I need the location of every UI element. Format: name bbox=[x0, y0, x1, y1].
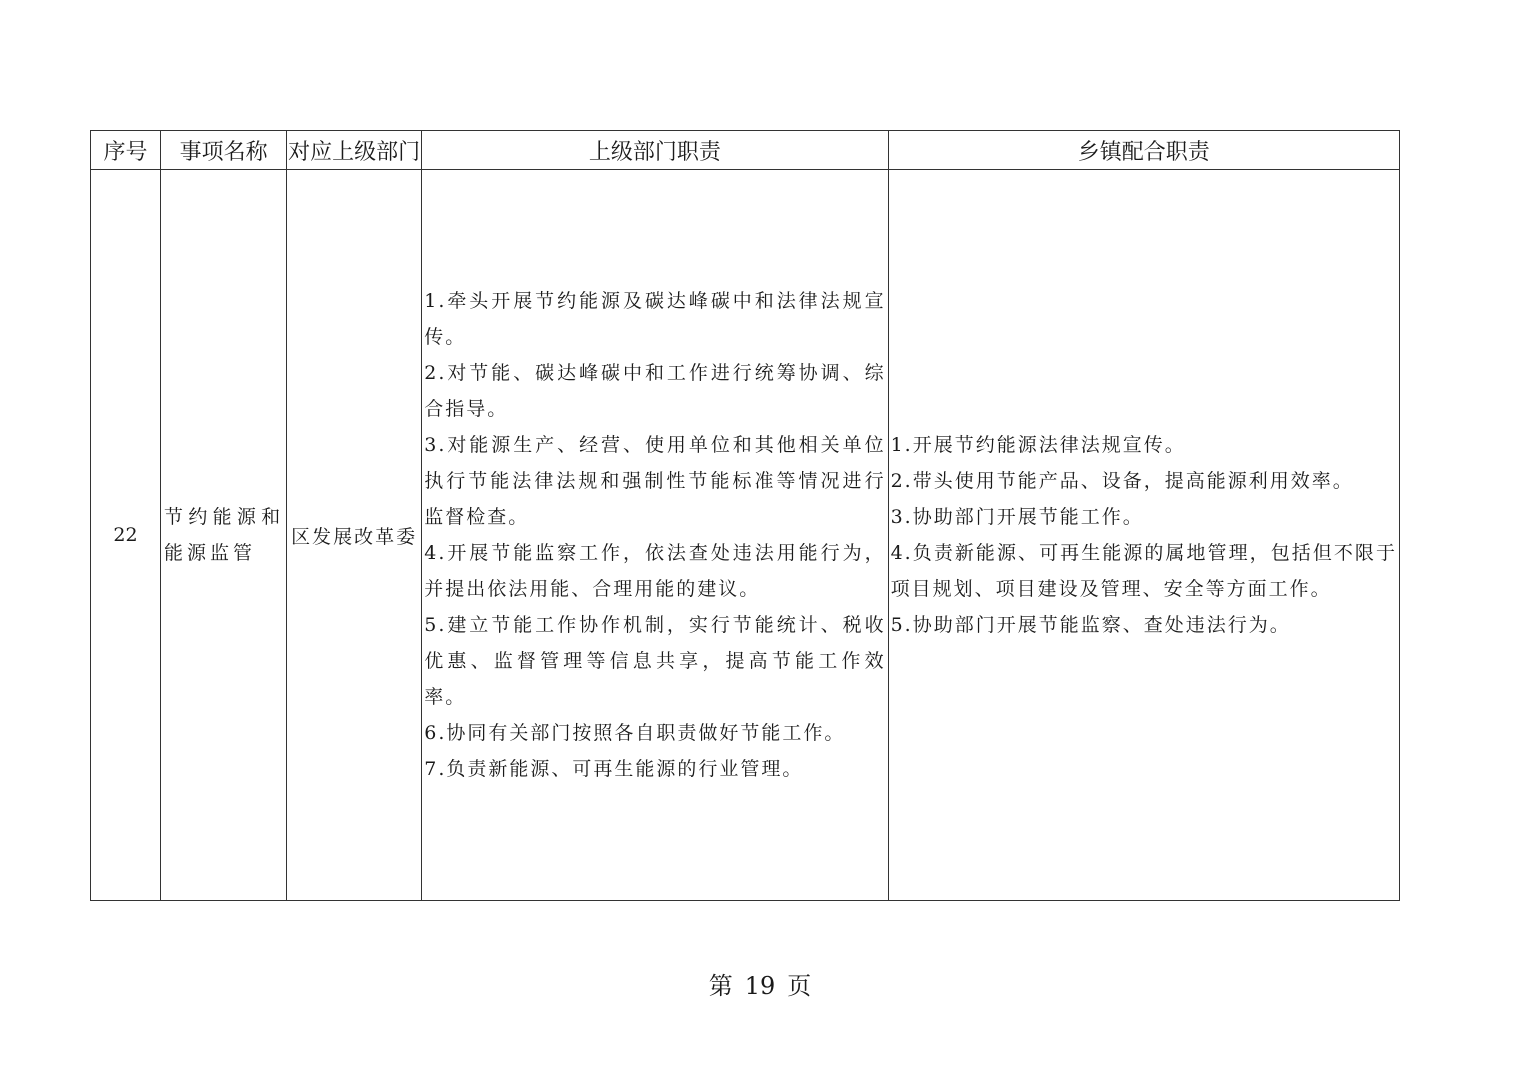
page-suffix: 页 bbox=[787, 972, 812, 1000]
row-town-duties bbox=[888, 170, 1399, 901]
page-number: 19 bbox=[744, 972, 776, 1000]
row-item-name: 节约能源和能源监管 bbox=[161, 170, 287, 901]
table-row bbox=[91, 170, 1400, 901]
list-item: 3.对能源生产、经营、使用单位和其他相关单位执行节能法律法规和强制性节能标准等情况进行监督检查。 bbox=[424, 434, 886, 528]
page-prefix: 第 bbox=[708, 972, 733, 1000]
row-serial-number: 22 bbox=[91, 170, 161, 901]
header-serial-number: 序号 bbox=[91, 131, 161, 170]
header-row bbox=[91, 131, 1400, 170]
list-item: 4.开展节能监察工作，依法查处违法用能行为，并提出依法用能、合理用能的建议。 bbox=[424, 542, 886, 600]
list-item: 3.协助部门开展节能工作。 bbox=[890, 506, 1144, 528]
list-item: 6.协同有关部门按照各自职责做好节能工作。 bbox=[424, 722, 846, 744]
list-item: 1.开展节约能源法律法规宣传。 bbox=[890, 434, 1186, 456]
list-item: 2.带头使用节能产品、设备，提高能源利用效率。 bbox=[890, 470, 1354, 492]
row-department: 区发展改革委 bbox=[287, 170, 422, 901]
list-item: 7.负责新能源、可再生能源的行业管理。 bbox=[424, 758, 804, 780]
town-duty-list bbox=[889, 427, 1399, 643]
list-item: 5.建立节能工作协作机制，实行节能统计、税收优惠、监督管理等信息共享，提高节能工作效率。 bbox=[424, 614, 886, 708]
header-department: 对应上级部门 bbox=[287, 131, 422, 170]
list-item: 1.牵头开展节约能源及碳达峰碳中和法律法规宣传。 bbox=[424, 290, 886, 348]
row-upper-duties bbox=[422, 170, 888, 901]
page-number-footer bbox=[0, 966, 1520, 1001]
header-item-name: 事项名称 bbox=[161, 131, 287, 170]
list-item: 2.对节能、碳达峰碳中和工作进行统筹协调、综合指导。 bbox=[424, 362, 886, 420]
duty-table bbox=[90, 130, 1400, 901]
header-town-duties: 乡镇配合职责 bbox=[888, 131, 1399, 170]
upper-duty-list bbox=[422, 283, 887, 787]
list-item: 5.协助部门开展节能监察、查处违法行为。 bbox=[890, 614, 1291, 636]
header-upper-duties: 上级部门职责 bbox=[422, 131, 888, 170]
list-item: 4.负责新能源、可再生能源的属地管理，包括但不限于项目规划、项目建设及管理、安全等方面工作。 bbox=[890, 542, 1397, 600]
